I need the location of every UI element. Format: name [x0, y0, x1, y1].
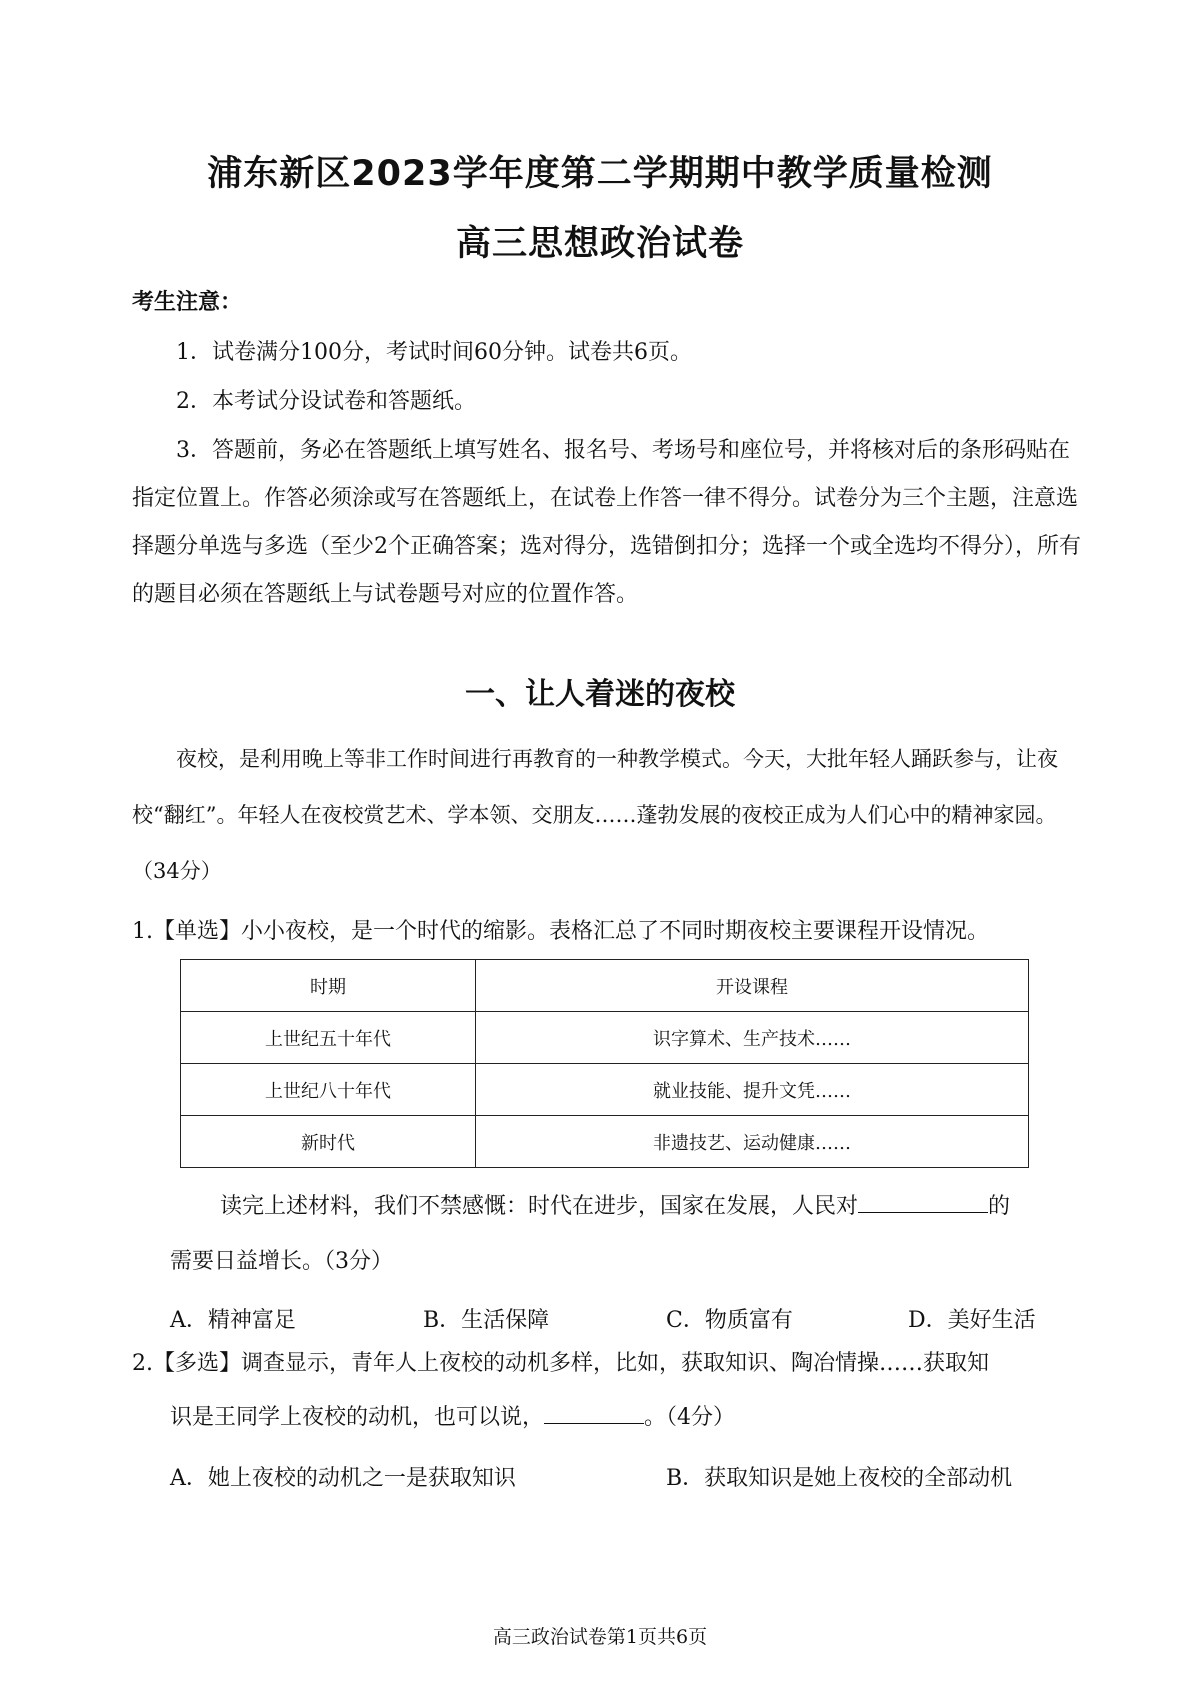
q2-option-b: B．获取知识是她上夜校的全部动机	[666, 1466, 1013, 1491]
table-cell: 新时代	[181, 1116, 476, 1168]
prompt-text: 读完上述材料，我们不禁感慨：时代在进步，国家在发展，人民对	[220, 1194, 859, 1219]
section-intro: 夜校，是利用晚上等非工作时间进行再教育的一种教学模式。今天，大批年轻人踊跃参与，让夜校“翻红”。年轻人在夜校赏艺术、学本领、交朋友……蓬勃发展的夜校正成为人们心中的精神家园。（34分）	[132, 747, 1058, 883]
q1-option-b: B．生活保障	[423, 1308, 550, 1333]
q1-option-a: A．精神富足	[170, 1308, 296, 1333]
question-2-stem-line2	[170, 1389, 735, 1447]
notice-item-2: 2．本考试分设试卷和答题纸。	[176, 389, 476, 414]
table-cell: 非遗技艺、运动健康……	[476, 1116, 1029, 1168]
prompt-text-end: 的	[988, 1194, 1011, 1219]
question-2-stem: 2.【多选】调查显示，青年人上夜校的动机多样，比如，获取知识、陶冶情操……获取知	[132, 1351, 989, 1376]
table-header-row	[181, 960, 1029, 1012]
course-table	[180, 959, 1029, 1168]
q1-option-d: D．美好生活	[908, 1308, 1036, 1333]
section-title: 一、让人着迷的夜校	[465, 677, 735, 712]
notice-item-3: 3．答题前，务必在答题纸上填写姓名、报名号、考场号和座位号，并将核对后的条形码贴在指定位置上。作答必须涂或写在答题纸上，在试卷上作答一律不得分。试卷分为三个主题，注意选择题分单选与多选（至少2个正确答案；选对得分，选错倒扣分；选择一个或全选均不得分），所有的题目必须在答题纸上与试卷题号对应的位置作答。	[132, 438, 1082, 607]
question-1-prompt	[220, 1178, 1010, 1236]
table-header-cell: 时期	[181, 960, 476, 1012]
exam-subtitle: 高三思想政治试卷	[455, 224, 744, 264]
table-cell: 就业技能、提升文凭……	[476, 1064, 1029, 1116]
answer-blank	[544, 1401, 644, 1424]
answer-blank	[858, 1190, 988, 1213]
table-cell: 上世纪八十年代	[181, 1064, 476, 1116]
table-cell: 识字算术、生产技术……	[476, 1012, 1029, 1064]
question-1-stem: 1.【单选】小小夜校，是一个时代的缩影。表格汇总了不同时期夜校主要课程开设情况。	[132, 919, 989, 944]
q2-option-a: A．她上夜校的动机之一是获取知识	[170, 1466, 516, 1491]
notice-label: 考生注意：	[132, 289, 243, 315]
table-cell: 上世纪五十年代	[181, 1012, 476, 1064]
table-row	[181, 1116, 1029, 1168]
table-row	[181, 1012, 1029, 1064]
q1-option-c: C．物质富有	[666, 1308, 793, 1333]
stem-text: 识是王同学上夜校的动机，也可以说，	[170, 1405, 545, 1430]
table-row	[181, 1064, 1029, 1116]
stem-text-end: 。（4分）	[644, 1405, 736, 1430]
exam-title: 浦东新区2023学年度第二学期期中教学质量检测	[207, 154, 993, 194]
page-footer: 高三政治试卷第1页共6页	[492, 1626, 708, 1648]
table-header-cell: 开设课程	[476, 960, 1029, 1012]
notice-item-1: 1．试卷满分100分，考试时间60分钟。试卷共6页。	[176, 340, 692, 365]
question-1-prompt-line2: 需要日益增长。（3分）	[170, 1249, 393, 1274]
